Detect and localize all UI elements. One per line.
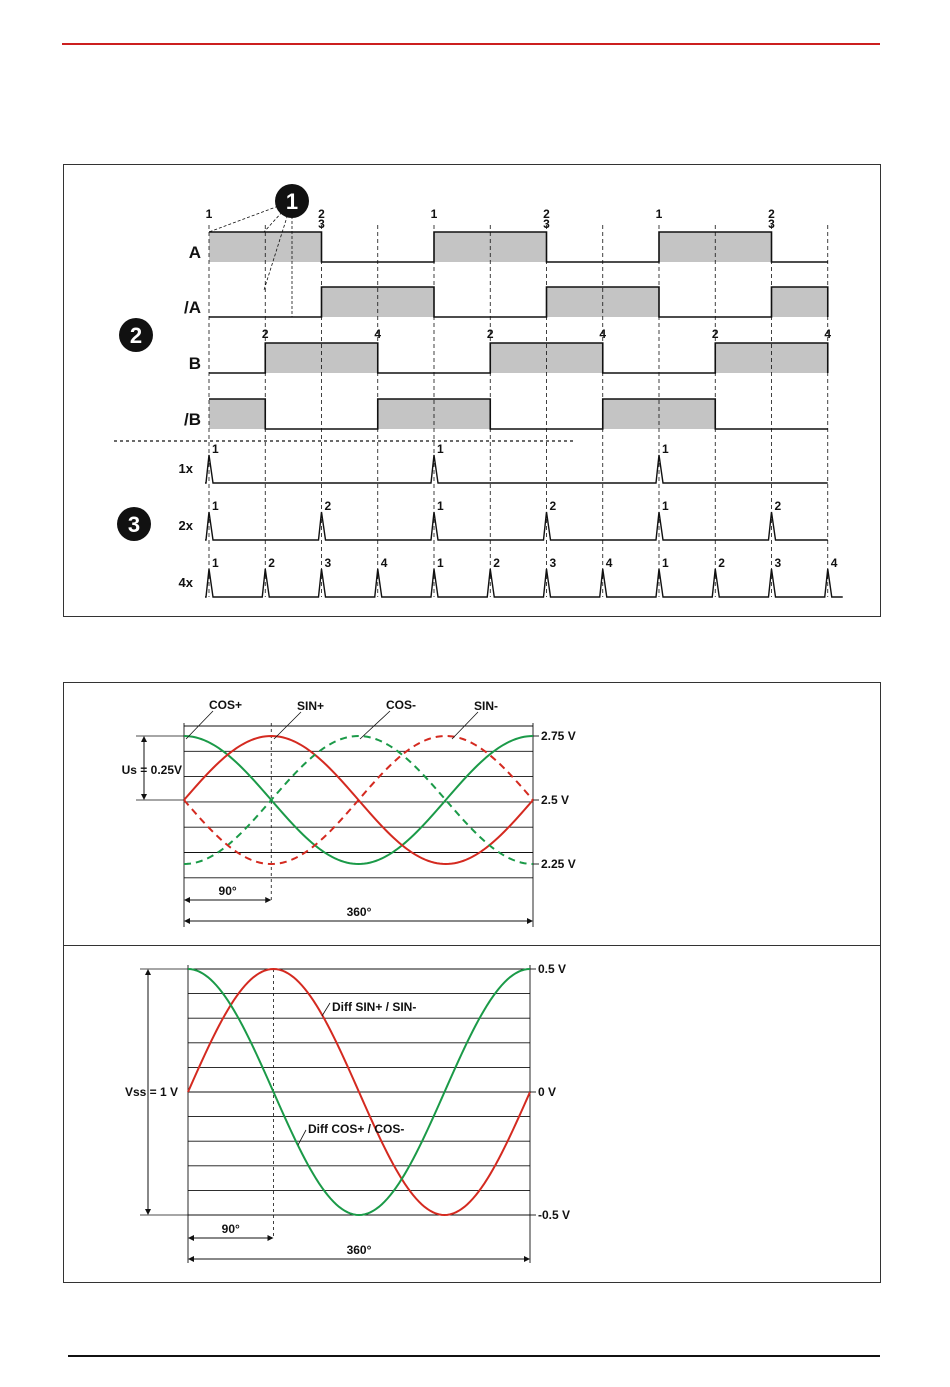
series-trace	[184, 736, 533, 864]
pulse-train	[205, 455, 828, 483]
channel-label: /A	[184, 298, 201, 317]
count-label: 2	[493, 556, 500, 570]
count-label: 2	[268, 556, 275, 570]
dimension-arrow	[145, 969, 151, 975]
footer-rule	[68, 1355, 880, 1357]
edge-label: 2	[543, 207, 550, 221]
count-label: 1	[662, 556, 669, 570]
dimension-arrow	[527, 918, 533, 924]
series-label: COS+	[209, 698, 243, 712]
dimension-label: 360°	[346, 1243, 372, 1257]
legend-leader	[274, 712, 301, 739]
callout-number: 1	[285, 189, 299, 214]
encoder-signal-panel	[63, 164, 881, 617]
edge-label: 2	[261, 327, 269, 341]
counting-mode-label: 1x	[178, 461, 193, 476]
count-label: 2	[774, 499, 782, 513]
y-tick-label: 0 V	[538, 1085, 557, 1099]
counting-mode-4x	[179, 556, 843, 597]
count-label: 1	[437, 442, 444, 456]
dimension-arrow	[188, 1256, 194, 1262]
count-label: 1	[212, 499, 219, 513]
dimension-arrow	[184, 897, 190, 903]
edge-label: 2	[711, 327, 719, 341]
count-label: 1	[437, 499, 444, 513]
count-label: 1	[662, 442, 669, 456]
dimension-arrow	[268, 1235, 274, 1241]
edge-label: 1	[205, 207, 213, 221]
series-label: SIN+	[297, 699, 325, 713]
edge-label: 2	[768, 207, 775, 221]
pulse-fill	[772, 287, 828, 317]
count-label: 3	[324, 556, 332, 570]
count-label: 1	[212, 442, 219, 456]
count-label: 3	[549, 556, 557, 570]
legend-leader	[322, 1003, 330, 1016]
count-label: 1	[437, 556, 444, 570]
edge-label: 2	[318, 207, 325, 221]
counting-mode-2x	[179, 499, 828, 540]
header-rule	[62, 43, 880, 45]
dimension-arrow	[145, 1209, 151, 1215]
dimension-arrow	[265, 897, 271, 903]
channel-trace	[209, 287, 828, 317]
amplitude-label: Vss = 1 V	[124, 1085, 178, 1099]
edge-label: 3	[768, 217, 775, 231]
count-label: 4	[605, 556, 613, 570]
counting-mode-label: 2x	[178, 518, 193, 533]
dimension-arrow	[141, 736, 147, 742]
dimension-arrow	[524, 1256, 530, 1262]
edge-label: 4	[599, 327, 607, 341]
count-label: 4	[380, 556, 388, 570]
legend-leader	[186, 711, 213, 739]
count-label: 3	[774, 556, 782, 570]
series-label: Diff COS+ / COS-	[308, 1122, 405, 1136]
dimension-label: 90°	[218, 884, 237, 898]
dimension-label: 360°	[346, 905, 372, 919]
edge-label: 4	[824, 327, 832, 341]
y-tick-label: 2.25 V	[541, 857, 576, 871]
legend-leader	[452, 712, 478, 739]
dimension-arrow	[184, 918, 190, 924]
callout-number: 2	[129, 323, 143, 348]
channel-label: B	[188, 354, 201, 373]
channel-label: A	[188, 243, 201, 262]
dimension-arrow	[141, 794, 147, 800]
edge-label: 3	[318, 217, 325, 231]
sincos-signal-panel	[63, 682, 881, 1283]
y-tick-label: 0.5 V	[538, 962, 567, 976]
channel-2	[189, 343, 828, 373]
amplitude-label: Us = 0.25V	[121, 763, 182, 777]
pulse-train	[205, 569, 843, 597]
edge-label: 3	[543, 217, 550, 231]
y-tick-label: 2.75 V	[541, 729, 576, 743]
count-label: 4	[830, 556, 838, 570]
y-tick-label: -0.5 V	[538, 1208, 571, 1222]
legend-leader	[298, 1130, 306, 1145]
counting-mode-1x	[179, 442, 828, 483]
channel-1	[184, 287, 828, 317]
channel-3	[184, 399, 828, 429]
series-label: SIN-	[474, 699, 498, 713]
count-label: 1	[212, 556, 219, 570]
y-tick-label: 2.5 V	[541, 793, 570, 807]
callout-number: 3	[127, 512, 141, 537]
count-label: 2	[549, 499, 557, 513]
legend-leader	[360, 711, 390, 739]
dimension-arrow	[188, 1235, 194, 1241]
pulse-train	[205, 512, 828, 540]
count-label: 2	[324, 499, 332, 513]
channel-trace	[209, 399, 828, 429]
edge-label: 2	[486, 327, 494, 341]
sincos-waveform-charts	[64, 683, 880, 1282]
count-label: 2	[718, 556, 725, 570]
channel-0	[189, 232, 828, 262]
series-label: COS-	[386, 698, 416, 712]
channel-label: /B	[184, 410, 201, 429]
count-label: 1	[662, 499, 669, 513]
series-label: Diff SIN+ / SIN-	[332, 1000, 417, 1014]
quadrature-timing-diagram	[64, 165, 880, 616]
edge-label: 1	[655, 207, 663, 221]
counting-mode-label: 4x	[178, 575, 193, 590]
edge-label: 4	[374, 327, 382, 341]
dimension-label: 90°	[221, 1222, 240, 1236]
edge-label: 1	[430, 207, 438, 221]
pulse-fill	[209, 399, 265, 429]
panel-divider	[64, 945, 880, 946]
